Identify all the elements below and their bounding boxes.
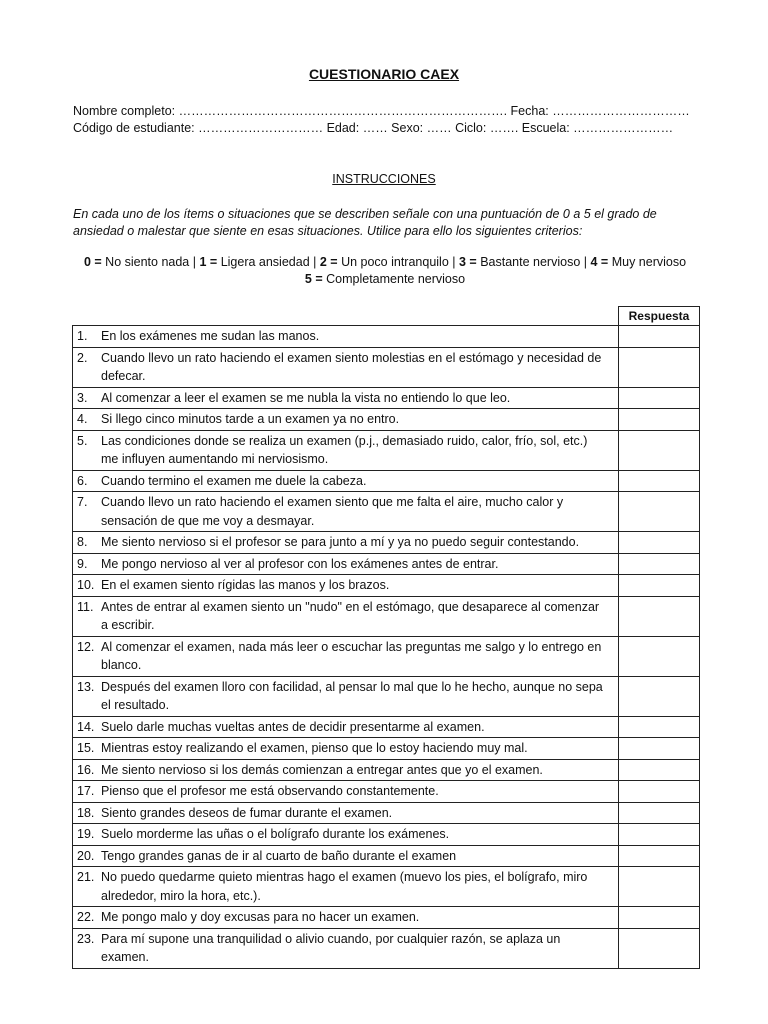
question-cell [73,596,619,636]
question-cell [73,492,619,532]
question-cell [73,347,619,387]
question-text: Al comenzar a leer el examen se me nubla la vista no entiendo lo que leo. [101,390,511,405]
question-number: 2. [77,350,88,365]
scale-4-number: 4 = [590,255,609,269]
response-cell[interactable] [619,532,700,554]
student-info-fields: Código de estudiante: ………………………… Edad: …… Sexo: …… Ciclo: ……. Escuela: …………………… [73,121,674,135]
response-column-header: Respuesta [619,307,700,326]
question-row [73,716,700,738]
response-cell[interactable] [619,430,700,470]
response-cell[interactable] [619,738,700,760]
instructions-text: En cada uno de los ítems o situaciones que se describen señale con una puntuación de 0 a 5 el grado de ansiedad o malestar que siente en esas situaciones. Utilice para ello los siguientes criterios: [73,207,657,238]
question-row [73,676,700,716]
question-cell [73,387,619,409]
question-text: Siento grandes deseos de fumar durante el examen. [101,805,393,820]
question-number: 8. [77,535,88,549]
question-rows [73,326,700,969]
document-title: CUESTIONARIO CAEX [308,66,460,82]
scale-legend-line2 [60,272,710,286]
response-cell[interactable] [619,845,700,867]
question-cell [73,928,619,968]
response-cell[interactable] [619,575,700,597]
question-text: Cuando llevo un rato haciendo el examen siento que me falta el aire, mucho calor y sensación de que me voy a desmayar. [101,495,564,528]
scale-2-number: 2 = [319,255,338,269]
name-date-fields: Nombre completo: ……………………………………………………………………. Fecha: …………………………… [73,104,690,118]
question-row [73,802,700,824]
question-number: 15. [77,741,95,755]
response-cell[interactable] [619,470,700,492]
response-cell[interactable] [619,676,700,716]
question-cell [73,845,619,867]
scale-3-label: Bastante nervioso [480,255,581,269]
question-row [73,492,700,532]
table-header-blank [73,307,619,326]
question-number: 16. [77,762,95,777]
question-text: Antes de entrar al examen siento un "nudo" en el estómago, que desaparece al comenzar a escribir. [101,599,600,632]
question-cell [73,759,619,781]
scale-1-number: 1 = [199,255,218,269]
question-text: Cuando llevo un rato haciendo el examen siento molestias en el estómago y necesidad de defecar. [101,350,602,383]
question-cell [73,409,619,431]
question-row [73,907,700,929]
question-row [73,636,700,676]
response-cell[interactable] [619,553,700,575]
question-text: Me pongo malo y doy excusas para no hacer un examen. [101,910,420,924]
question-row [73,781,700,803]
question-cell [73,326,619,348]
question-row [73,326,700,348]
scale-3-number: 3 = [459,255,477,269]
question-number: 18. [77,805,95,820]
question-row [73,387,700,409]
question-text: Si llego cinco minutos tarde a un examen ya no entro. [101,412,400,426]
question-cell [73,716,619,738]
response-cell[interactable] [619,347,700,387]
question-number: 10. [77,578,95,592]
question-row [73,738,700,760]
response-cell[interactable] [619,326,700,348]
question-cell [73,738,619,760]
question-row [73,553,700,575]
question-number: 14. [77,719,95,734]
question-text: Suelo darle muchas vueltas antes de decidir presentarme al examen. [101,719,485,734]
question-row [73,928,700,968]
question-number: 20. [77,848,95,863]
question-cell [73,470,619,492]
question-row [73,845,700,867]
question-number: 12. [77,639,95,654]
instructions-heading: INSTRUCCIONES [332,172,436,186]
scale-1-label: Ligera ansiedad [220,255,310,269]
scale-0-label: No siento nada [105,255,190,269]
response-cell[interactable] [619,492,700,532]
response-cell[interactable] [619,759,700,781]
question-cell [73,575,619,597]
response-cell[interactable] [619,824,700,846]
question-text: Tengo grandes ganas de ir al cuarto de baño durante el examen [101,848,457,863]
question-text: Las condiciones donde se realiza un examen (p.j., demasiado ruido, calor, frío, sol, etc.) me influyen aumentando mi nerviosismo. [101,433,588,466]
question-text: No puedo quedarme quieto mientras hago el examen (muevo los pies, el bolígrafo, miro alrededor, miro la hora, etc.). [101,870,588,903]
question-number: 11. [77,599,94,614]
question-cell [73,824,619,846]
question-text: Para mí supone una tranquilidad o alivio cuando, por cualquier razón, se aplaza un examen. [101,931,561,964]
question-text: Mientras estoy realizando el examen, pienso que lo estoy haciendo muy mal. [101,741,528,755]
question-row [73,409,700,431]
question-number: 22. [77,910,95,924]
question-row [73,759,700,781]
question-row [73,824,700,846]
question-cell [73,781,619,803]
question-number: 1. [77,329,88,343]
question-number: 13. [77,679,95,694]
question-row [73,430,700,470]
question-number: 17. [77,784,95,798]
scale-5-label: Completamente nervioso [326,272,466,286]
question-cell [73,430,619,470]
scale-5-number: 5 = [304,272,323,286]
response-cell[interactable] [619,636,700,676]
response-cell[interactable] [619,409,700,431]
question-number: 23. [77,931,95,946]
question-cell [73,907,619,929]
question-number: 7. [77,495,88,509]
question-text: En los exámenes me sudan las manos. [101,329,320,343]
question-row [73,575,700,597]
question-number: 4. [77,412,88,426]
question-text: Suelo morderme las uñas o el bolígrafo durante los exámenes. [101,827,450,841]
question-number: 6. [77,473,88,488]
scale-legend-line1: 0 = No siento nada | 1 = Ligera ansiedad | 2 = Un poco intranquilo | 3 = Bastante nervioso | 4 = Muy nervioso [83,255,687,269]
response-cell[interactable] [619,716,700,738]
question-number: 21. [77,870,95,884]
response-cell[interactable] [619,867,700,907]
question-row [73,347,700,387]
question-cell [73,867,619,907]
question-cell [73,802,619,824]
response-cell[interactable] [619,596,700,636]
question-number: 9. [77,556,88,571]
question-cell [73,636,619,676]
response-cell[interactable] [619,928,700,968]
scale-0-number: 0 = [83,255,102,269]
question-text: Me pongo nervioso al ver al profesor con los exámenes antes de entrar. [101,556,499,571]
question-cell [73,532,619,554]
scale-4-label: Muy nervioso [611,255,687,269]
question-text: Me siento nervioso si los demás comienzan a entregar antes que yo el examen. [101,762,543,777]
question-number: 3. [77,390,88,405]
question-text: Al comenzar el examen, nada más leer o escuchar las preguntas me salgo y lo entrego en blanco. [101,639,602,672]
response-cell[interactable] [619,781,700,803]
response-cell[interactable] [619,387,700,409]
question-text: Me siento nervioso si el profesor se para junto a mí y ya no puedo seguir contestando. [101,535,580,549]
question-text: Cuando termino el examen me duele la cabeza. [101,473,367,488]
question-text: Después del examen lloro con facilidad, al pensar lo mal que lo he hecho, aunque no sepa el resultado. [101,679,603,712]
question-cell [73,553,619,575]
question-row [73,470,700,492]
question-number: 19. [77,827,95,841]
question-number: 5. [77,433,88,448]
question-text: En el examen siento rígidas las manos y los brazos. [101,578,390,592]
response-cell[interactable] [619,907,700,929]
question-cell [73,676,619,716]
scale-2-label: Un poco intranquilo [341,255,449,269]
question-row [73,596,700,636]
question-text: Pienso que el profesor me está observando constantemente. [101,784,439,798]
response-cell[interactable] [619,802,700,824]
question-row [73,867,700,907]
question-row [73,532,700,554]
questionnaire-table [72,306,700,969]
